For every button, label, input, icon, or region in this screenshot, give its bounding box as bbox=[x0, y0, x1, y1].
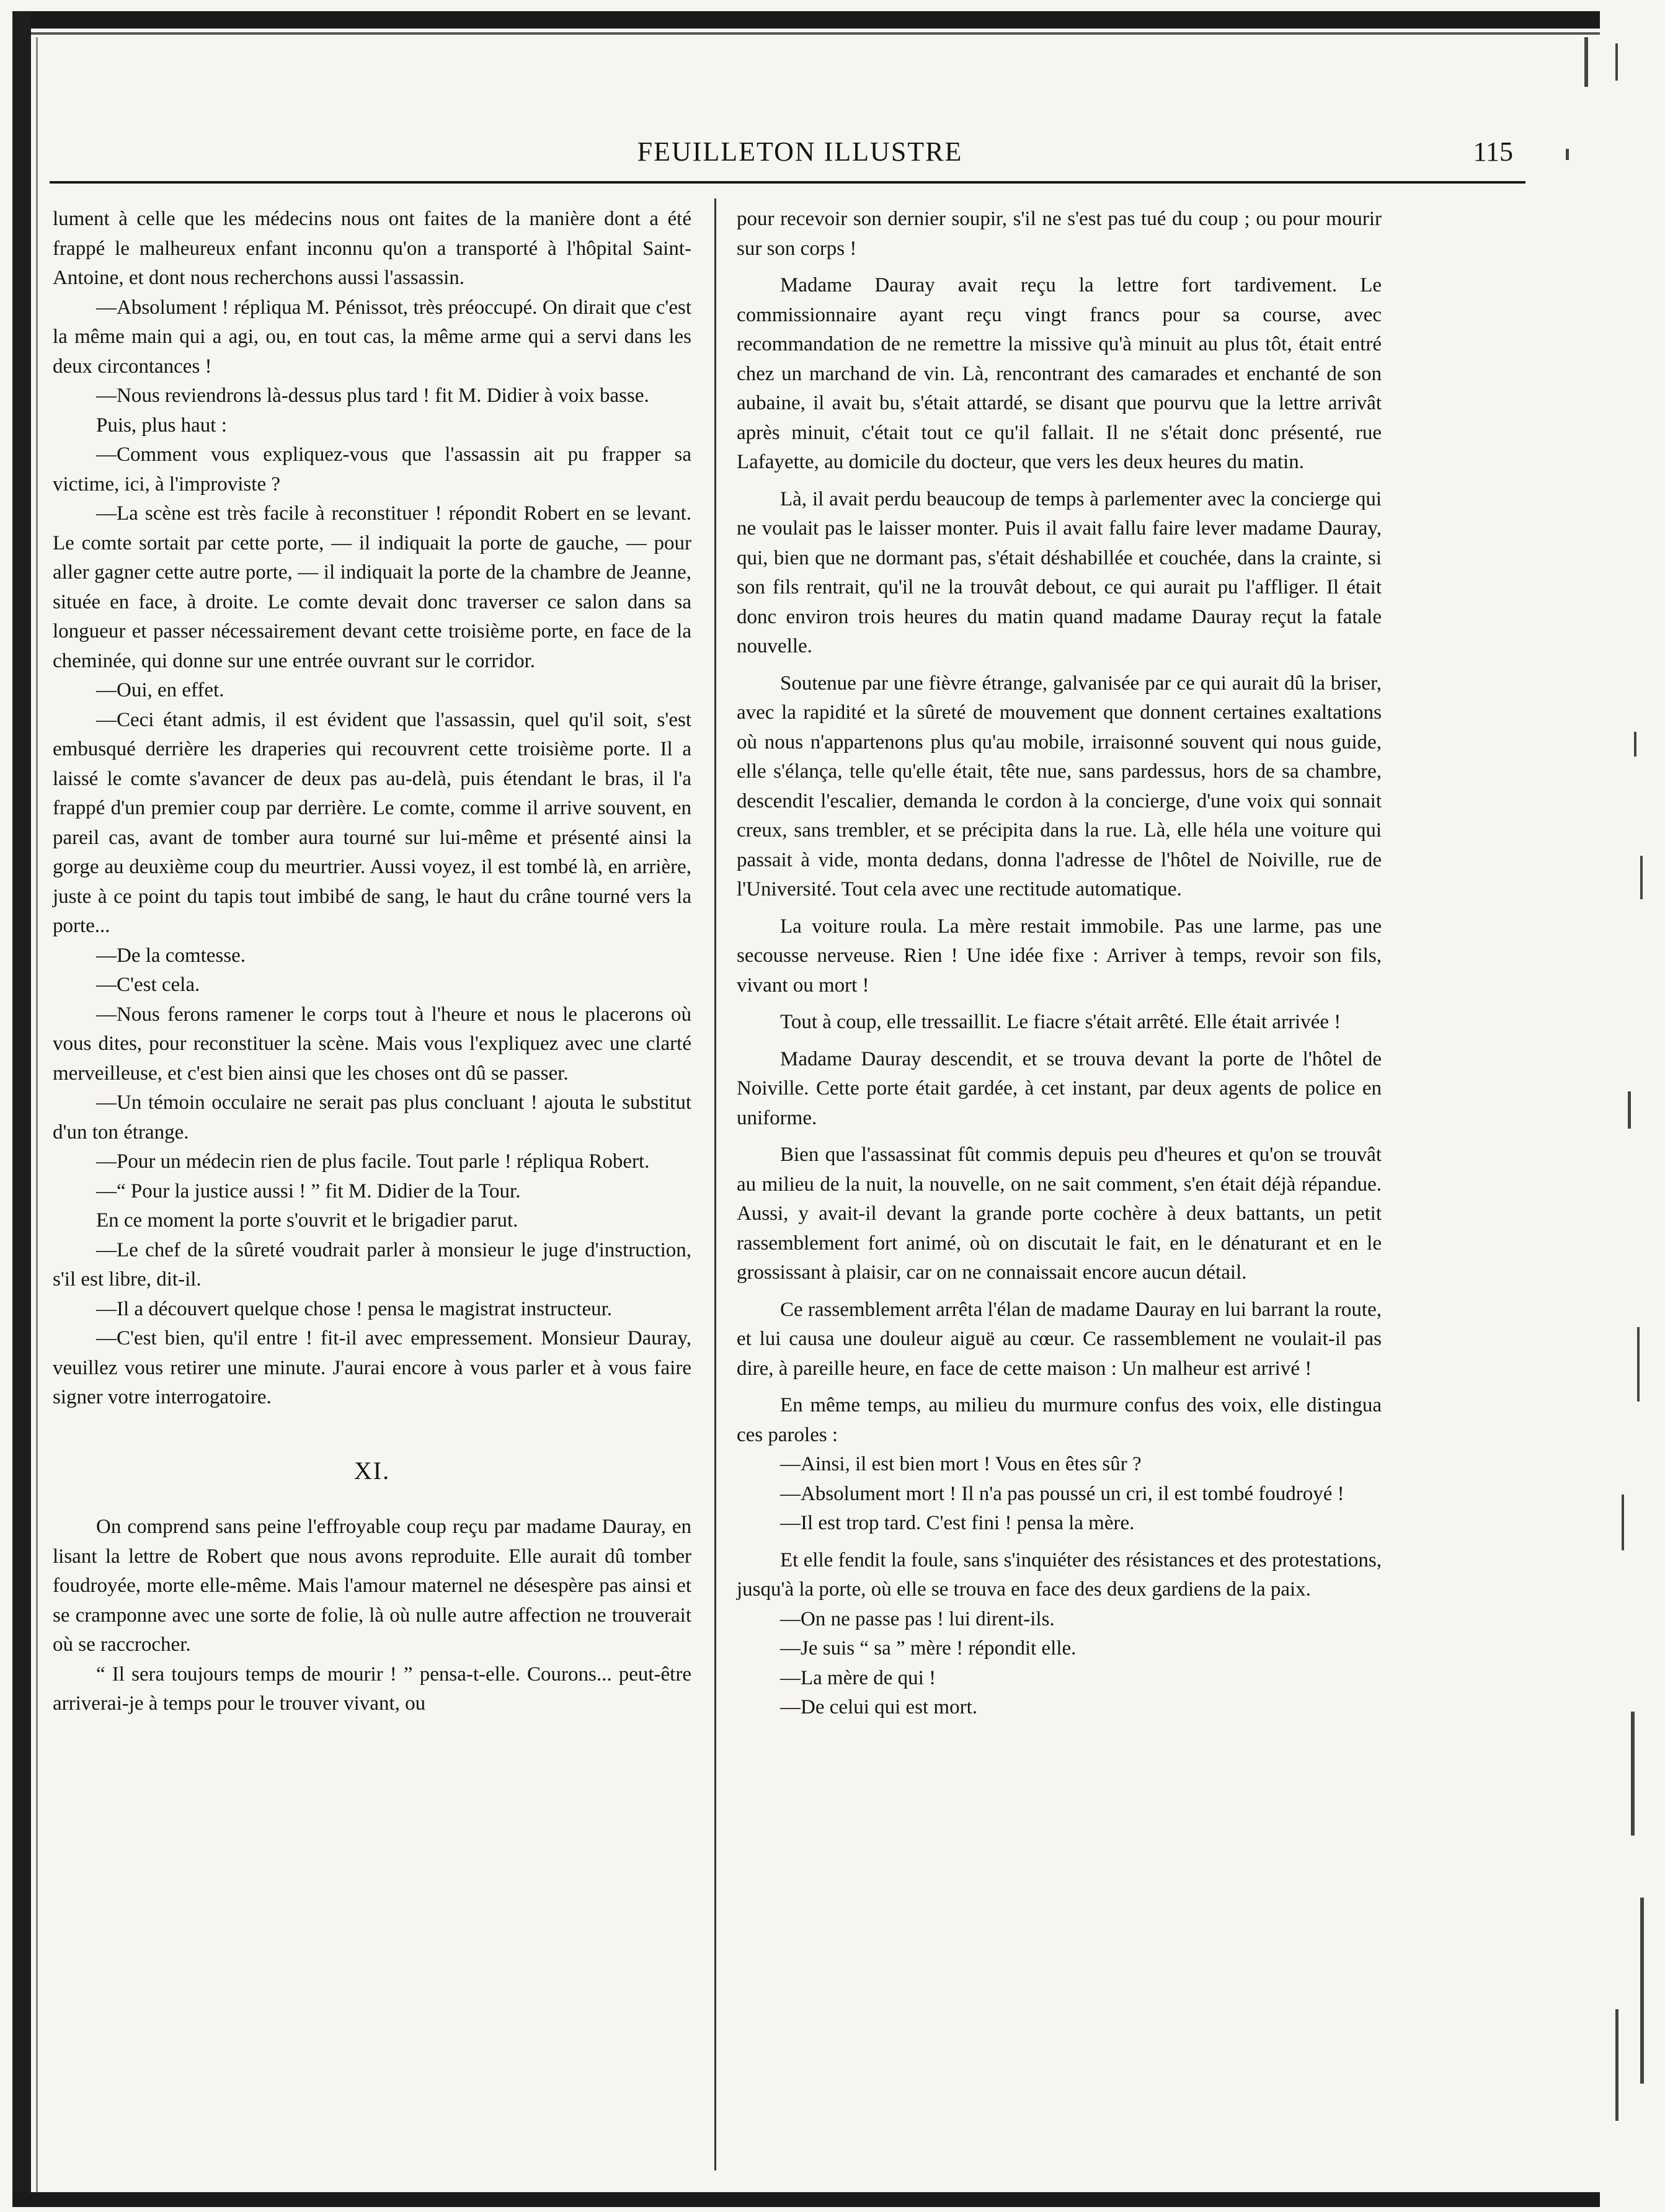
header-rule bbox=[50, 181, 1525, 184]
paragraph: —On ne passe pas ! lui dirent-ils. bbox=[780, 1607, 1055, 1630]
paragraph: —C'est bien, qu'il entre ! fit-il avec empressement. Monsieur Dauray, veuillez vous retirer une minute. J'aurai encore à vous parler et à vous faire signer votre interrogatoire. bbox=[53, 1327, 691, 1408]
right-column bbox=[737, 205, 1382, 1723]
paragraph: “ Il sera toujours temps de mourir ! ” pensa-t-elle. Courons... peut-être arriverai-je à temps pour le trouver vivant, ou bbox=[53, 1663, 691, 1715]
paragraph: —Pour un médecin rien de plus facile. Tout parle ! répliqua Robert. bbox=[96, 1150, 650, 1173]
paragraph: —Il est trop tard. C'est fini ! pensa la mère. bbox=[780, 1512, 1135, 1534]
top-page-border bbox=[12, 11, 1600, 29]
paragraph: Ce rassemblement arrêta l'élan de madame Dauray en lui barrant la route, et lui causa une douleur aiguë au cœur. Ce rassemblement ne voulait-il pas dire, à pareille heure, en face de cette maison : Un malheur est arrivé ! bbox=[737, 1298, 1382, 1380]
left-column bbox=[53, 205, 691, 1719]
paragraph: —Absolument ! répliqua M. Pénissot, très préoccupé. On dirait que c'est la même main qui a agi, ou, en tout cas, la même arme qui a servi dans les deux circontances ! bbox=[53, 296, 691, 378]
page-header bbox=[50, 130, 1550, 174]
paragraph: —Le chef de la sûreté voudrait parler à monsieur le juge d'instruction, s'il est libre, dit-il. bbox=[53, 1238, 691, 1290]
column-divider bbox=[714, 198, 716, 2170]
paragraph: —C'est cela. bbox=[96, 974, 200, 996]
paragraph: —La mère de qui ! bbox=[780, 1666, 936, 1689]
paragraph: Madame Dauray descendit, et se trouva devant la porte de l'hôtel de Noiville. Cette porte était gardée, à cet instant, par deux agents de police en uniforme. bbox=[737, 1047, 1382, 1129]
paragraph: On comprend sans peine l'effroyable coup reçu par madame Dauray, en lisant la lettre de Robert que nous avons reproduite. Elle aurait dû tomber foudroyée, morte elle-même. Mais l'amour maternel ne désespère pas ainsi et se cramponne avec une sorte de folie, là où nulle autre affection ne trouverait où se raccrocher. bbox=[53, 1516, 691, 1656]
paragraph: pour recevoir son dernier soupir, s'il ne s'est pas tué du coup ; ou pour mourir sur son corps ! bbox=[737, 208, 1382, 260]
paragraph: —Oui, en effet. bbox=[96, 679, 224, 701]
paragraph: Et elle fendit la foule, sans s'inquiéter des résistances et des protestations, jusqu'à la porte, où elle se trouva en face des deux gardiens de la paix. bbox=[737, 1548, 1382, 1601]
paragraph: —De celui qui est mort. bbox=[780, 1696, 978, 1718]
left-page-border bbox=[12, 11, 31, 2206]
paragraph: —Un témoin occulaire ne serait pas plus concluant ! ajouta le substitut d'un ton étrange. bbox=[53, 1091, 691, 1144]
paragraph: —Comment vous expliquez-vous que l'assassin ait pu frapper sa victime, ici, à l'improviste ? bbox=[53, 443, 691, 495]
left-page-border-inner bbox=[36, 37, 38, 2201]
paragraph: En ce moment la porte s'ouvrit et le brigadier parut. bbox=[96, 1209, 518, 1232]
paragraph: Madame Dauray avait reçu la lettre fort tardivement. Le commissionnaire ayant reçu vingt francs pour sa course, avec recommandation de ne remettre la missive qu'à minuit au plus tôt, était entré chez un marchand de vin. Là, rencontrant des camarades et enchanté de son aubaine, il avait bu, s'était attardé, se disant que pourvu que la lettre arrivât après minuit, c'était tout ce qu'il fallait. Il ne s'était donc présenté, rue Lafayette, au domicile du docteur, que vers les deux heures du matin. bbox=[737, 274, 1382, 473]
paragraph: —“ Pour la justice aussi ! ” fit M. Didier de la Tour. bbox=[96, 1179, 521, 1202]
bottom-page-border bbox=[12, 2192, 1600, 2207]
paragraph: Tout à coup, elle tressaillit. Le fiacre s'était arrêté. Elle était arrivée ! bbox=[780, 1011, 1341, 1033]
top-page-border-thin bbox=[12, 32, 1600, 35]
paragraph: —Absolument mort ! Il n'a pas poussé un cri, il est tombé foudroyé ! bbox=[780, 1482, 1344, 1505]
paragraph: —De la comtesse. bbox=[96, 944, 246, 967]
paragraph: —Il a découvert quelque chose ! pensa le magistrat instructeur. bbox=[96, 1297, 613, 1320]
paragraph: La voiture roula. La mère restait immobile. Pas une larme, pas une secousse nerveuse. Rien ! Une idée fixe : Arriver à temps, revoir son fils, vivant ou mort ! bbox=[737, 915, 1382, 997]
paragraph: —La scène est très facile à reconstituer ! répondit Robert en se levant. Le comte sortait par cette porte, — il indiquait la porte de gauche, — pour aller gagner cette autre porte, — il indiquait la porte de la chambre de Jeanne, située en face, à droite. Le comte devait donc traverser ce salon dans sa longueur et passer nécessairement devant cette troisième porte, en face de la cheminée, qui donne sur une entrée ouvrant sur le corridor. bbox=[53, 502, 691, 672]
paragraph: Là, il avait perdu beaucoup de temps à parlementer avec la concierge qui ne voulait pas le laisser monter. Puis il avait fallu faire lever madame Dauray, qui, bien que ne dormant pas, s'était déshabillée et couchée, dans la crainte, si son fils rentrait, qu'il ne la trouvât debout, ce qui aurait pu l'affliger. Il était donc environ trois heures du matin quand madame Dauray reçut la fatale nouvelle. bbox=[737, 487, 1382, 657]
paragraph: Puis, plus haut : bbox=[96, 414, 227, 437]
paragraph: —Ceci étant admis, il est évident que l'assassin, quel qu'il soit, s'est embusqué derrière les draperies qui recouvrent cette troisième porte. Il a laissé le comte s'avancer de deux pas au-delà, puis étendant le bras, il l'a frappé d'un premier coup par derrière. Le comte, comme il arrive souvent, en pareil cas, avant de tomber aura tourné sur lui-même et présenté ainsi la gorge au deuxième coup du meurtrier. Aussi voyez, il est tombé là, en arrière, juste à ce point du tapis tout imbibé de sang, le haut du crâne tourné vers la porte... bbox=[53, 708, 691, 937]
paragraph: Bien que l'assassinat fût commis depuis peu d'heures et qu'on se trouvât au milieu de la nuit, la nouvelle, on ne sait comment, s'en était déjà répandue. Aussi, y avait-il devant la grande porte cochère à deux battants, un petit rassemblement fort animé, où on discutait le fait, en le dénaturant et en le grossissant à plaisir, car on ne connaissait encore aucun détail. bbox=[737, 1144, 1382, 1284]
chapter-heading: XI. bbox=[353, 1456, 391, 1485]
page-number: 115 bbox=[1473, 136, 1513, 167]
paragraph: —Nous ferons ramener le corps tout à l'heure et nous le placerons où vous dites, pour reconstituer la scène. Mais vous l'expliquez avec une clarté merveilleuse, et c'est bien ainsi que les choses ont dû se passer. bbox=[53, 1003, 691, 1085]
paragraph: En même temps, au milieu du murmure confus des voix, elle distingua ces paroles : bbox=[737, 1394, 1382, 1446]
paragraph: —Nous reviendrons là-dessus plus tard ! fit M. Didier à voix basse. bbox=[96, 384, 649, 407]
paragraph: —Ainsi, il est bien mort ! Vous en êtes sûr ? bbox=[780, 1453, 1142, 1475]
paragraph: lument à celle que les médecins nous ont faites de la manière dont a été frappé le malheureux enfant inconnu qu'on a transporté à l'hôpital Saint-Antoine, et dont nous recherchons aussi l'assassin. bbox=[53, 208, 691, 289]
paragraph: Soutenue par une fièvre étrange, galvanisée par ce qui aurait dû la briser, avec la rapidité et la sûreté de mouvement que donnent certaines exaltations où nous n'appartenons plus qu'au mobile, irraisonné souvent qui nous guide, elle s'élança, telle qu'elle était, tête nue, sans pardessus, hors de sa chambre, descendit l'escalier, demanda le cordon à la concierge, d'une voix qui sonnait creux, sans trembler, et se précipita dans la rue. Là, elle héla une voiture qui passait à vide, monta dedans, donna l'adresse de l'hôtel de Noiville, rue de l'Université. Tout cela avec une rectitude automatique. bbox=[737, 672, 1382, 900]
paragraph: —Je suis “ sa ” mère ! répondit elle. bbox=[780, 1637, 1077, 1659]
right-edge-scan-noise bbox=[1547, 37, 1653, 2195]
running-title: FEUILLETON ILLUSTRE bbox=[637, 136, 963, 167]
